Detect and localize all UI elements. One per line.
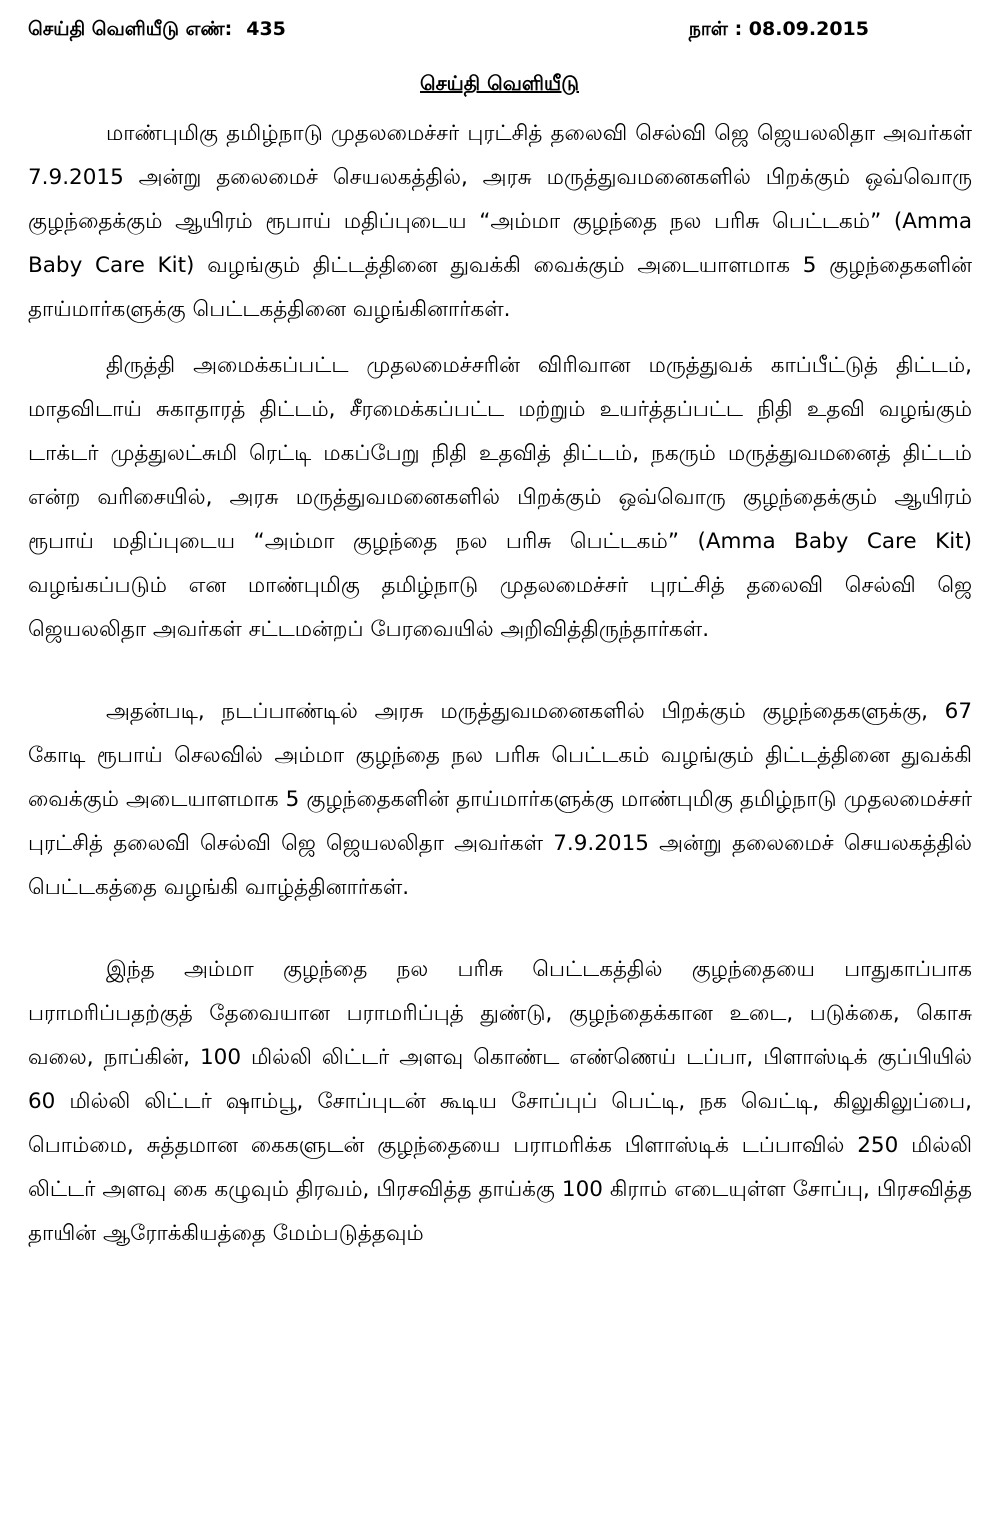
document-title: செய்தி வெளியீடு <box>420 71 579 95</box>
release-number-block <box>28 14 286 44</box>
paragraph-background: திருத்தி அமைக்கப்பட்ட முதலமைச்சரின் விரிவான மருத்துவக் காப்பீட்டுத் திட்டம், மாதவிடாய் சுகாதாரத் திட்டம், சீரமைக்கப்பட்ட மற்றும் உயர்த்தப்பட்ட நிதி உதவி வழங்கும் டாக்டர் முத்துலட்சுமி ரெட்டி மகப்பேறு நிதி உதவித் திட்டம், நகரும் மருத்துவமனைத் திட்டம் என்ற வரிசையில், அரசு மருத்துவமனைகளில் பிறக்கும் ஒவ்வொரு குழந்தைக்கும் ஆயிரம் ரூபாய் மதிப்புடைய “அம்மா குழந்தை நல பரிசு பெட்டகம்” (Amma Baby Care Kit) வழங்கப்படும் என மாண்புமிகு தமிழ்நாடு முதலமைச்சர் புரட்சித் தலைவி செல்வி ஜெ ஜெயலலிதா அவர்கள் சட்டமன்றப் பேரவையில் அறிவித்திருந்தார்கள். <box>28 353 972 642</box>
release-date-block <box>689 14 869 44</box>
paragraph-launch: மாண்புமிகு தமிழ்நாடு முதலமைச்சர் புரட்சித் தலைவி செல்வி ஜெ ஜெயலலிதா அவர்கள் 7.9.2015 அன்று தலைமைச் செயலகத்தில், அரசு மருத்துவமனைகளில் பிறக்கும் ஒவ்வொரு குழந்தைக்கும் ஆயிரம் ரூபாய் மதிப்புடைய “அம்மா குழந்தை நல பரிசு பெட்டகம்” (Amma Baby Care Kit) வழங்கும் திட்டத்தினை துவக்கி வைக்கும் அடையாளமாக 5 குழந்தைகளின் தாய்மார்களுக்கு பெட்டகத்தினை வழங்கினார்கள். <box>28 121 972 322</box>
release-date: 08.09.2015 <box>748 18 869 40</box>
header-row <box>28 14 869 44</box>
date-label: நாள் : <box>688 18 743 40</box>
document-body <box>28 112 972 1294</box>
release-number: 435 <box>246 18 286 40</box>
paragraph-inauguration: அதன்படி, நடப்பாண்டில் அரசு மருத்துவமனைகளில் பிறக்கும் குழந்தைகளுக்கு, 67 கோடி ரூபாய் செலவில் அம்மா குழந்தை நல பரிசு பெட்டகம் வழங்கும் திட்டத்தினை துவக்கி வைக்கும் அடையாளமாக 5 குழந்தைகளின் தாய்மார்களுக்கு மாண்புமிகு தமிழ்நாடு முதலமைச்சர் புரட்சித் தலைவி செல்வி ஜெ ஜெயலலிதா அவர்கள் 7.9.2015 அன்று தலைமைச் செயலகத்தில் பெட்டகத்தை வழங்கி வாழ்த்தினார்கள். <box>28 699 972 900</box>
release-number-label: செய்தி வெளியீடு எண்: <box>28 18 233 40</box>
paragraph-kit-contents: இந்த அம்மா குழந்தை நல பரிசு பெட்டகத்தில் குழந்தையை பாதுகாப்பாக பராமரிப்பதற்குத் தேவையான பராமரிப்புத் துண்டு, குழந்தைக்கான உடை, படுக்கை, கொசு வலை, நாப்கின், 100 மில்லி லிட்டர் அளவு கொண்ட எண்ணெய் டப்பா, பிளாஸ்டிக் குப்பியில் 60 மில்லி லிட்டர் ஷாம்பூ, சோப்புடன் கூடிய சோப்புப் பெட்டி, நக வெட்டி, கிலுகிலுப்பை, பொம்மை, சுத்தமான கைகளுடன் குழந்தையை பராமரிக்க பிளாஸ்டிக் டப்பாவில் 250 மில்லி லிட்டர் அளவு கை கழுவும் திரவம், பிரசவித்த தாய்க்கு 100 கிராம் எடையுள்ள சோப்பு, பிரசவித்த தாயின் ஆரோக்கியத்தை மேம்படுத்தவும் <box>28 957 972 1246</box>
